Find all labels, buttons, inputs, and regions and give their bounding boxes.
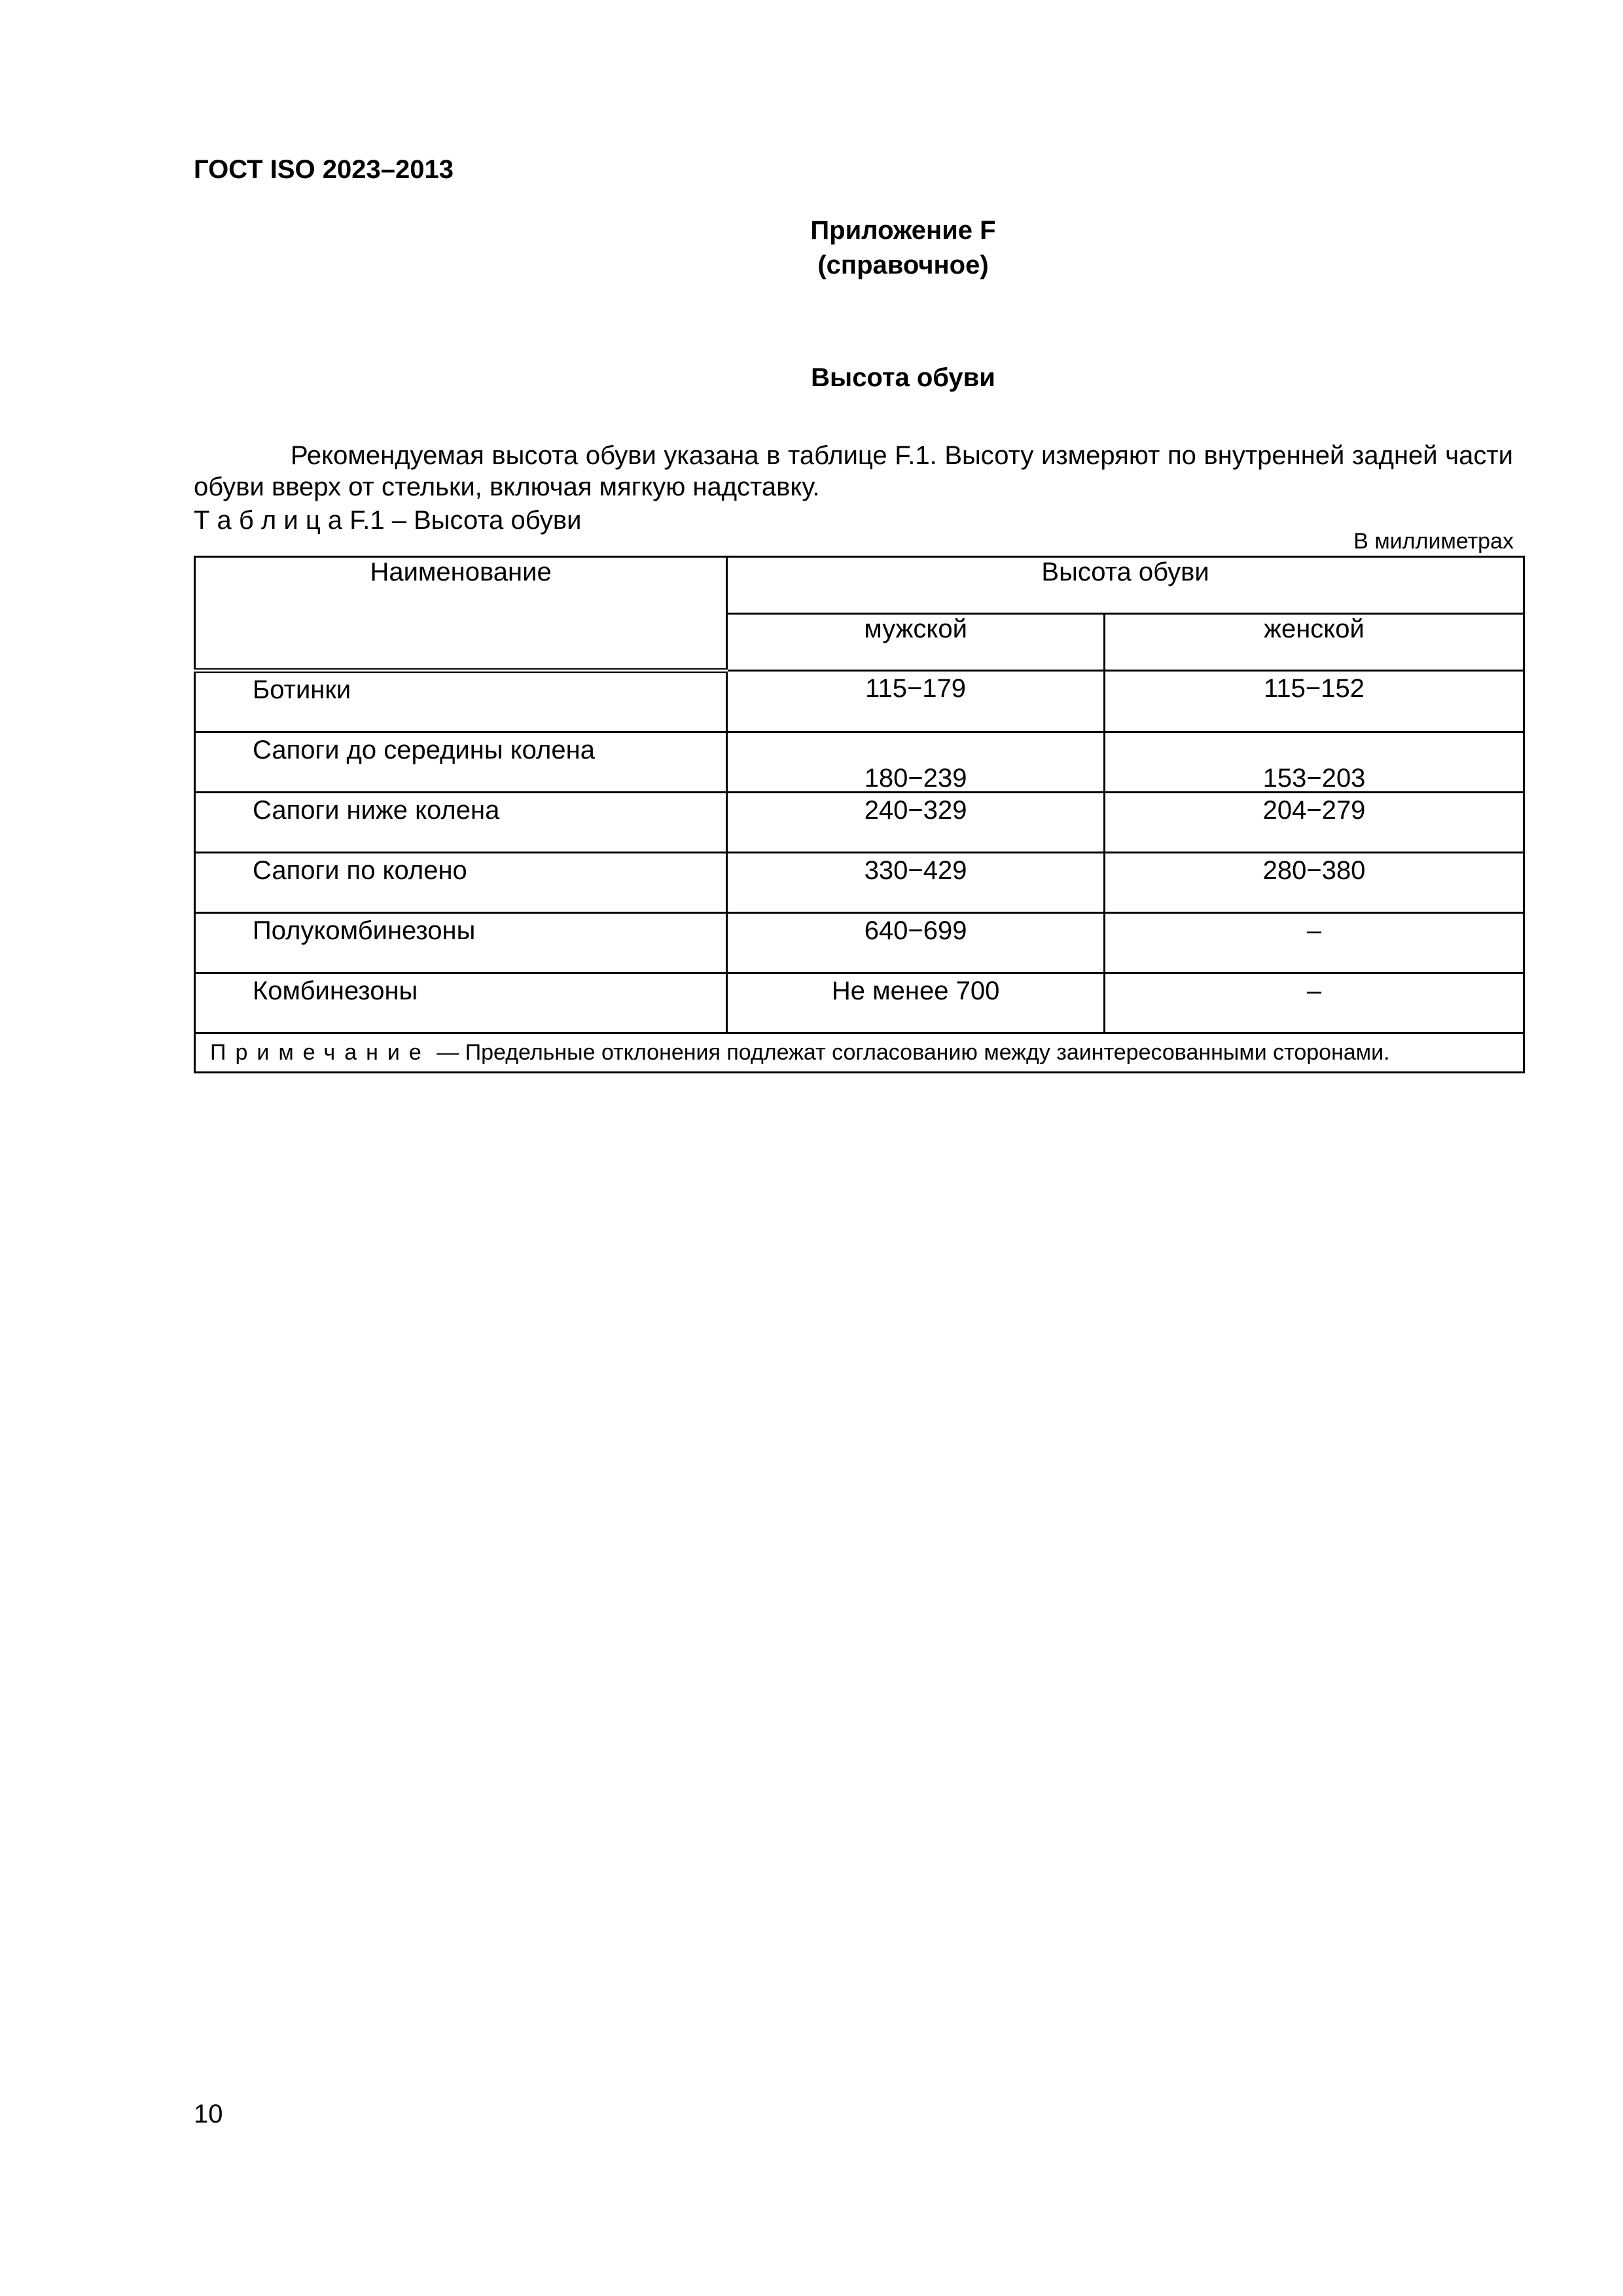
row-female: 153−203 [1105,732,1524,793]
header-female: женской [1105,614,1524,671]
table-caption-prefix: Т а б л и ц а [194,506,343,535]
table-caption-text: F.1 – Высота обуви [349,506,582,535]
row-name: Комбинезоны [195,973,727,1033]
table-row [195,913,1524,973]
table-row [195,973,1524,1033]
row-name: Сапоги до середины колена [195,732,727,793]
row-name: Сапоги ниже колена [195,793,727,853]
table-caption [194,506,581,535]
appendix-subtitle: (справочное) [817,251,989,279]
row-female: 115−152 [1105,671,1524,732]
intro-paragraph [194,440,1513,503]
row-female: – [1105,913,1524,973]
table-note [195,1033,1524,1073]
row-male: 240−329 [727,793,1105,853]
header-name: Наименование [195,557,727,671]
row-male: 330−429 [727,853,1105,913]
row-male: 180−239 [727,732,1105,793]
header-male: мужской [727,614,1105,671]
row-name: Ботинки [195,671,727,732]
row-female: – [1105,973,1524,1033]
row-name: Полукомбинезоны [195,913,727,973]
row-male: 640−699 [727,913,1105,973]
row-female: 280−380 [1105,853,1524,913]
row-name: Сапоги по колено [195,853,727,913]
shoe-height-table [194,556,1525,1073]
table-row [195,793,1524,853]
table-header-row [195,557,1524,614]
row-male: 115−179 [727,671,1105,732]
page-number: 10 [194,2100,223,2128]
note-label: Примечание [210,1040,431,1065]
table-note-row [195,1033,1524,1073]
intro-paragraph-text: Рекомендуемая высота обуви указана в таблице F.1. Высоту измеряют по внутренней задней части обуви вверх от стельки, включая мягкую надставку. [194,441,1513,501]
section-title: Высота обуви [811,363,995,392]
header-height-group: Высота обуви [727,557,1524,614]
row-male: Не менее 700 [727,973,1105,1033]
table-row [195,853,1524,913]
appendix-title: Приложение F [810,216,996,245]
note-text: — Предельные отклонения подлежат согласованию между заинтересованными сторонами. [437,1040,1390,1065]
table-units: В миллиметрах [1353,529,1514,554]
table-row [195,732,1524,793]
table-row [195,671,1524,732]
standard-designation: ГОСТ ISO 2023–2013 [194,155,454,184]
row-female: 204−279 [1105,793,1524,853]
